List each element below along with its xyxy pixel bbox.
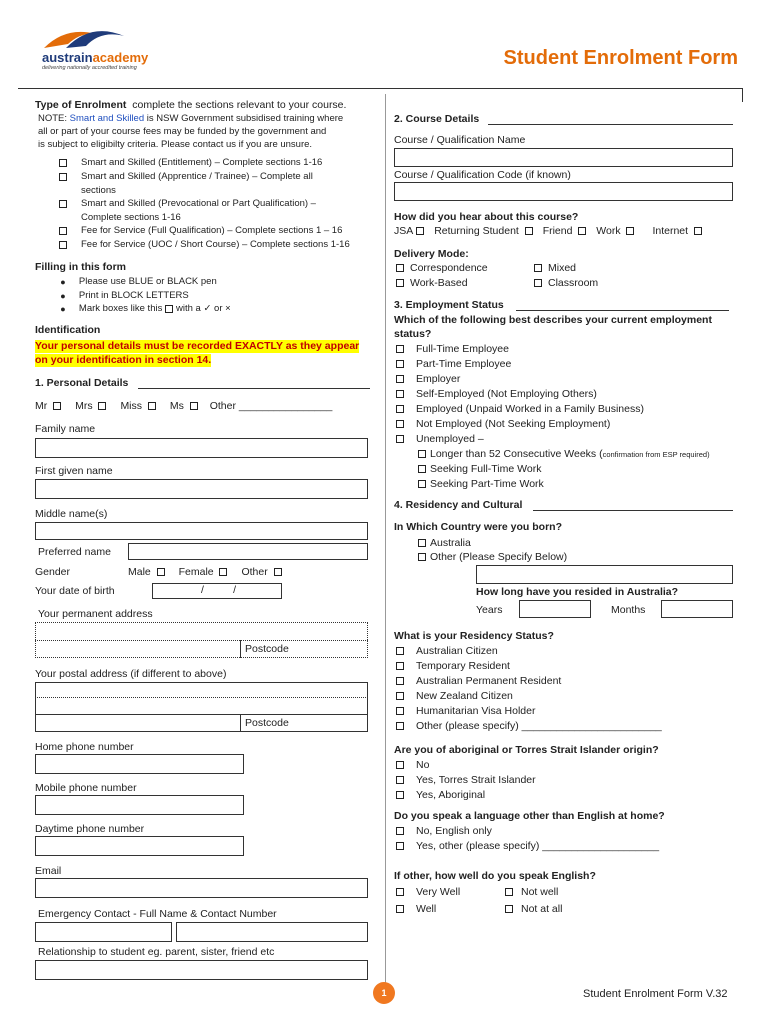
years-input[interactable]	[519, 600, 591, 618]
fill-instruction-1	[55, 276, 217, 287]
first-name-input[interactable]	[35, 479, 368, 499]
checkbox[interactable]	[505, 905, 513, 913]
residency-option-label: Other (please specify) ________________________	[416, 720, 662, 732]
title-mr-checkbox[interactable]	[53, 402, 61, 410]
months-label: Months	[611, 604, 646, 616]
note-line1-rest: is NSW Government subsidised training where	[146, 113, 344, 124]
born-other[interactable]	[418, 551, 567, 563]
employment-option[interactable]	[396, 373, 460, 385]
gender-female-label: Female	[178, 566, 214, 578]
logo-tagline: delivering nationally accredited training	[42, 65, 137, 71]
checkbox[interactable]	[505, 888, 513, 896]
fill-instruction-3-text-b: with a ✓ or ×	[175, 303, 231, 314]
checkbox[interactable]	[396, 647, 404, 655]
born-australia[interactable]	[418, 537, 471, 549]
middle-name-input[interactable]	[35, 522, 368, 540]
english-well-label: Well	[416, 903, 437, 915]
postcode-divider	[240, 640, 241, 658]
heading-underline	[488, 124, 733, 125]
born-australia-label: Australia	[430, 537, 471, 549]
enrolment-type-heading	[35, 99, 346, 112]
page-title: Student Enrolment Form	[503, 47, 738, 69]
family-name-input[interactable]	[35, 438, 368, 458]
logo-text-b: academy	[92, 50, 149, 65]
delivery-correspondence-label: Correspondence	[410, 262, 488, 274]
checkbox[interactable]	[59, 200, 67, 208]
resided-question: How long have you resided in Australia?	[476, 586, 679, 598]
title-miss-label: Miss	[120, 400, 143, 412]
postal-address-label: Your postal address (if different to above)	[35, 668, 227, 680]
heading-underline	[138, 388, 370, 389]
residency-option-label: New Zealand Citizen	[416, 690, 513, 702]
first-name-label: First given name	[35, 465, 113, 477]
hear-returning-label: Returning Student	[434, 225, 519, 237]
page-number-badge	[373, 982, 395, 1004]
home-phone-input[interactable]	[35, 754, 244, 774]
aboriginal-option-label: Yes, Aboriginal	[416, 789, 486, 801]
course-code-label: Course / Qualification Code (if known)	[394, 169, 571, 181]
gender-female-checkbox[interactable]	[219, 568, 227, 576]
checkbox[interactable]	[418, 539, 426, 547]
hear-internet-checkbox[interactable]	[694, 227, 702, 235]
hear-jsa-checkbox[interactable]	[416, 227, 424, 235]
residency-option[interactable]	[396, 690, 513, 702]
checkbox[interactable]	[396, 761, 404, 769]
english-very-well[interactable]	[396, 886, 460, 898]
checkbox[interactable]	[396, 279, 404, 287]
enrol-option-2[interactable]	[59, 171, 313, 182]
hear-jsa-label: JSA	[394, 225, 414, 237]
checkbox[interactable]	[396, 888, 404, 896]
aboriginal-question: Are you of aboriginal or Torres Strait Islander origin?	[394, 744, 659, 756]
fill-instruction-2	[55, 290, 189, 301]
english-not-at-all-label: Not at all	[521, 903, 563, 915]
page-number: 1	[381, 988, 387, 998]
delivery-mode-heading: Delivery Mode:	[394, 248, 469, 260]
bullet-icon: ●	[60, 290, 66, 301]
course-name-input[interactable]	[394, 148, 733, 167]
unemployed-option-2[interactable]	[418, 463, 541, 475]
checkbox[interactable]	[396, 375, 404, 383]
title-options	[35, 400, 332, 412]
preferred-name-label: Preferred name	[38, 546, 111, 558]
employment-option[interactable]	[396, 433, 484, 445]
aboriginal-option-label: No	[416, 759, 430, 771]
checkbox[interactable]	[396, 345, 404, 353]
hear-returning-checkbox[interactable]	[525, 227, 533, 235]
delivery-work-based-label: Work-Based	[410, 277, 468, 289]
employment-heading: 3. Employment Status	[394, 299, 504, 311]
unemployed-option-1-note: confirmation from ESP required)	[602, 449, 710, 459]
daytime-phone-input[interactable]	[35, 836, 244, 856]
residency-option[interactable]	[396, 720, 662, 732]
language-question: Do you speak a language other than English at home?	[394, 810, 665, 822]
aboriginal-option[interactable]	[396, 759, 429, 771]
note-line1	[38, 112, 343, 125]
enrol-option-4[interactable]	[59, 225, 342, 236]
enrol-option-2-label: Smart and Skilled (Apprentice / Trainee) – Complete all	[81, 171, 313, 182]
delivery-classroom[interactable]	[534, 277, 598, 289]
unemployed-option-1[interactable]	[418, 448, 710, 460]
enrol-option-4-label: Fee for Service (Full Qualification) – Complete sections 1 – 16	[81, 225, 343, 236]
hear-work-checkbox[interactable]	[626, 227, 634, 235]
hear-options	[394, 225, 708, 237]
checkbox[interactable]	[59, 227, 67, 235]
employment-option-label: Full-Time Employee	[416, 343, 509, 355]
column-divider	[385, 94, 386, 994]
aboriginal-option-label: Yes, Torres Strait Islander	[416, 774, 536, 786]
employment-option[interactable]	[396, 388, 597, 400]
gender-male-label: Male	[128, 566, 151, 578]
checkbox[interactable]	[59, 159, 67, 167]
delivery-mixed-label: Mixed	[548, 262, 577, 274]
enrolment-type-instruction: complete the sections relevant to your course.	[132, 99, 347, 111]
identification-heading: Identification	[35, 324, 101, 336]
aboriginal-option[interactable]	[396, 774, 536, 786]
title-other-field[interactable]: Other ________________	[209, 400, 333, 412]
residency-option-label: Humanitarian Visa Holder	[416, 705, 536, 717]
checkbox[interactable]	[396, 435, 404, 443]
checkbox[interactable]	[59, 173, 67, 181]
note-link: Smart and Skilled	[69, 113, 145, 124]
checkbox[interactable]	[418, 480, 426, 488]
months-input[interactable]	[661, 600, 733, 618]
logo-text-a: austrain	[42, 50, 93, 65]
hear-friend-checkbox[interactable]	[578, 227, 586, 235]
address-divider	[37, 697, 366, 698]
enrol-option-5-label: Fee for Service (UOC / Short Course) – Complete sections 1-16	[81, 239, 350, 250]
title-mr-label: Mr	[35, 400, 48, 412]
checkbox[interactable]	[396, 662, 404, 670]
address-divider	[35, 714, 368, 715]
employment-option-label: Unemployed –	[416, 433, 484, 445]
residency-option-label: Temporary Resident	[416, 660, 510, 672]
delivery-classroom-label: Classroom	[548, 277, 599, 289]
checkbox[interactable]	[418, 553, 426, 561]
enrol-option-1[interactable]	[59, 157, 322, 168]
checkbox[interactable]	[59, 241, 67, 249]
employment-option-label: Employer	[416, 373, 461, 385]
language-option-label: No, English only	[416, 825, 492, 837]
dob-separators: / /	[201, 584, 237, 596]
postcode-label-2: Postcode	[245, 717, 289, 729]
email-label: Email	[35, 865, 62, 877]
english-question: If other, how well do you speak English?	[394, 870, 596, 882]
title-mrs-checkbox[interactable]	[98, 402, 106, 410]
personal-details-heading: 1. Personal Details	[35, 377, 129, 389]
born-other-input[interactable]	[476, 565, 733, 584]
enrol-option-3[interactable]	[59, 198, 316, 209]
fill-instruction-2-text: Print in BLOCK LETTERS	[78, 290, 189, 301]
heading-underline	[533, 510, 733, 511]
hear-friend-label: Friend	[542, 225, 573, 237]
enrol-option-3-cont: Complete sections 1-16	[81, 212, 181, 223]
hear-question: How did you hear about this course?	[394, 211, 579, 223]
language-option-label: Yes, other (please specify) ____________________	[416, 840, 660, 852]
residency-option-label: Australian Citizen	[416, 645, 498, 657]
enrol-option-1-label: Smart and Skilled (Entitlement) – Complete sections 1-16	[81, 157, 323, 168]
delivery-correspondence[interactable]	[396, 262, 488, 274]
enrol-option-5[interactable]	[59, 239, 350, 250]
checkbox[interactable]	[396, 420, 404, 428]
residency-option[interactable]	[396, 645, 498, 657]
gender-label: Gender	[35, 566, 71, 578]
title-miss-checkbox[interactable]	[148, 402, 156, 410]
header-rule	[18, 88, 743, 89]
english-not-well-label: Not well	[521, 886, 559, 898]
delivery-mixed[interactable]	[534, 262, 576, 274]
english-not-well[interactable]	[505, 886, 558, 898]
emergency-number-input[interactable]	[176, 922, 368, 942]
checkbox[interactable]	[396, 776, 404, 784]
checkbox[interactable]	[396, 842, 404, 850]
mobile-phone-label: Mobile phone number	[35, 782, 137, 794]
heading-underline	[516, 310, 729, 311]
title-mrs-label: Mrs	[75, 400, 93, 412]
form-version: Student Enrolment Form V.32	[583, 988, 728, 1000]
residency-heading: 4. Residency and Cultural	[394, 499, 523, 511]
gender-row	[35, 566, 288, 578]
relationship-label: Relationship to student eg. parent, sister, friend etc	[38, 946, 275, 958]
note-line2: all or part of your course fees may be funded by the government and	[38, 126, 327, 137]
delivery-work-based[interactable]	[396, 277, 468, 289]
fill-instruction-3-text: Mark boxes like this	[78, 303, 163, 314]
dob-label: Your date of birth	[35, 585, 115, 597]
checkbox[interactable]	[396, 264, 404, 272]
preferred-name-input[interactable]	[128, 543, 368, 560]
hear-internet-label: Internet	[652, 225, 689, 237]
unemployed-option-3[interactable]	[418, 478, 544, 490]
gender-other-label: Other	[241, 566, 268, 578]
checkbox[interactable]	[534, 264, 542, 272]
bullet-icon: ●	[60, 303, 66, 314]
employment-option[interactable]	[396, 358, 511, 370]
fill-instruction-3	[55, 303, 231, 314]
residency-option[interactable]	[396, 660, 510, 672]
english-very-well-label: Very Well	[416, 886, 461, 898]
gender-male-checkbox[interactable]	[157, 568, 165, 576]
title-ms-checkbox[interactable]	[190, 402, 198, 410]
checkbox[interactable]	[396, 390, 404, 398]
mobile-phone-input[interactable]	[35, 795, 244, 815]
emergency-contact-label: Emergency Contact - Full Name & Contact Number	[38, 908, 277, 920]
filling-heading: Filling in this form	[35, 261, 126, 273]
note-prefix: NOTE:	[38, 113, 68, 124]
employment-option[interactable]	[396, 343, 509, 355]
checkbox[interactable]	[396, 905, 404, 913]
postcode-label: Postcode	[245, 643, 289, 655]
home-phone-label: Home phone number	[35, 741, 134, 753]
daytime-phone-label: Daytime phone number	[35, 823, 145, 835]
logo	[36, 22, 156, 74]
enrol-option-2-cont: sections	[81, 185, 116, 196]
checkbox[interactable]	[396, 360, 404, 368]
english-well[interactable]	[396, 903, 436, 915]
family-name-label: Family name	[35, 423, 96, 435]
born-question: In Which Country were you born?	[394, 521, 562, 533]
course-details-heading: 2. Course Details	[394, 113, 480, 125]
checkbox[interactable]	[396, 722, 404, 730]
fill-instruction-1-text: Please use BLUE or BLACK pen	[78, 276, 217, 287]
course-code-input[interactable]	[394, 182, 733, 201]
employment-option[interactable]	[396, 403, 644, 415]
note-line3: is subject to eligibilty criteria. Please contact us if you are unsure.	[38, 139, 313, 150]
checkbox[interactable]	[396, 827, 404, 835]
enrolment-type-title: Type of Enrolment	[35, 99, 127, 111]
checkbox[interactable]	[534, 279, 542, 287]
unemployed-option-3-label: Seeking Part-Time Work	[430, 478, 544, 490]
aboriginal-option[interactable]	[396, 789, 485, 801]
title-ms-label: Ms	[169, 400, 184, 412]
middle-name-label: Middle name(s)	[35, 508, 108, 520]
hear-work-label: Work	[596, 225, 621, 237]
years-label: Years	[476, 604, 503, 616]
employment-option-label: Part-Time Employee	[416, 358, 512, 370]
employment-option-label: Self-Employed (Not Employing Others)	[416, 388, 597, 400]
email-input[interactable]	[35, 878, 368, 898]
residency-option-label: Australian Permanent Resident	[416, 675, 562, 687]
enrol-option-3-label: Smart and Skilled (Prevocational or Part Qualification) –	[81, 198, 316, 209]
employment-question-2: status?	[394, 328, 432, 340]
employment-option-label: Not Employed (Not Seeking Employment)	[416, 418, 611, 430]
english-not-at-all[interactable]	[505, 903, 562, 915]
unemployed-option-1-label: Longer than 52 Consecutive Weeks (	[430, 448, 603, 460]
employment-option[interactable]	[396, 418, 610, 430]
checkbox[interactable]	[418, 450, 426, 458]
relationship-input[interactable]	[35, 960, 368, 980]
checkbox[interactable]	[396, 791, 404, 799]
example-checkbox-icon	[165, 305, 173, 313]
language-option[interactable]	[396, 840, 659, 852]
born-other-label: Other (Please Specify Below)	[430, 551, 568, 563]
gender-other-checkbox[interactable]	[274, 568, 282, 576]
postal-address-input[interactable]	[35, 682, 368, 732]
residency-option[interactable]	[396, 675, 561, 687]
checkbox[interactable]	[396, 677, 404, 685]
address-divider	[35, 640, 368, 641]
logo-swoosh-icon	[36, 22, 156, 52]
checkbox[interactable]	[396, 692, 404, 700]
checkbox[interactable]	[396, 405, 404, 413]
postcode-divider	[240, 714, 241, 732]
emergency-name-input[interactable]	[35, 922, 172, 942]
employment-question-1: Which of the following best describes your current employment	[394, 314, 712, 326]
course-name-label: Course / Qualification Name	[394, 134, 526, 146]
identification-warning-2: on your identification in section 14.	[35, 354, 212, 366]
header-corner	[742, 88, 743, 102]
residency-status-question: What is your Residency Status?	[394, 630, 554, 642]
employment-option-label: Employed (Unpaid Worked in a Family Business)	[416, 403, 644, 415]
permanent-address-label: Your permanent address	[38, 608, 153, 620]
unemployed-option-2-label: Seeking Full-Time Work	[430, 463, 542, 475]
language-option[interactable]	[396, 825, 492, 837]
bullet-icon: ●	[60, 276, 66, 287]
checkbox[interactable]	[396, 707, 404, 715]
identification-warning-1: Your personal details must be recorded EXACTLY as they appear	[35, 340, 360, 352]
checkbox[interactable]	[418, 465, 426, 473]
residency-option[interactable]	[396, 705, 535, 717]
